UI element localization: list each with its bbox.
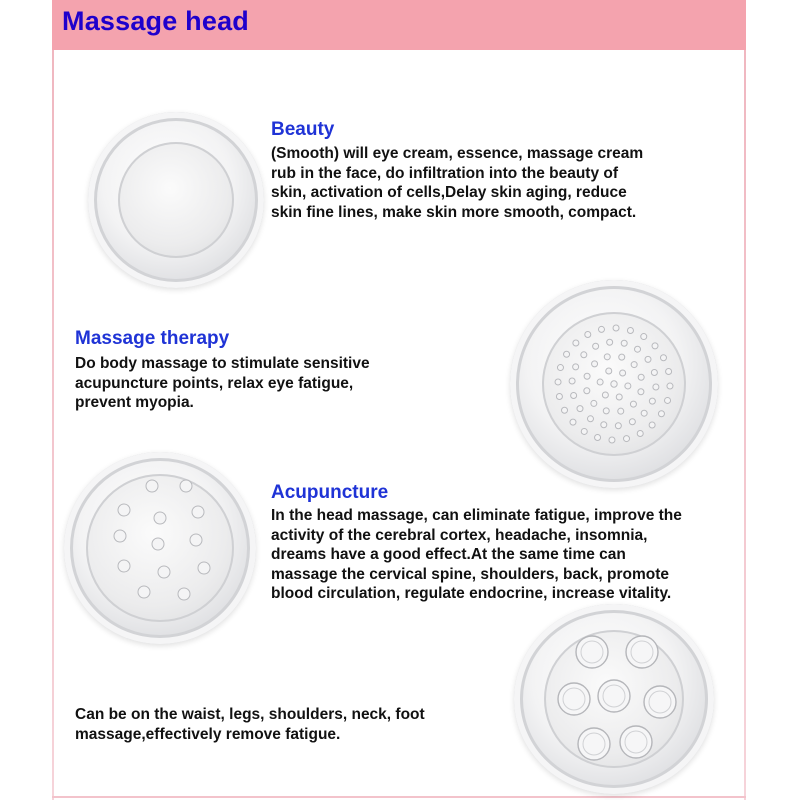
acupoint-dot [652, 343, 658, 349]
acupoint-dot [138, 586, 150, 598]
acupoint-dot [606, 368, 612, 374]
acupoint-dot [638, 389, 644, 395]
acupoint-dot [601, 422, 607, 428]
text-line: acupuncture points, relax eye fatigue, [75, 374, 354, 392]
text-line: massage the cervical spine, shoulders, back, promote [271, 565, 669, 583]
acupoint-dot [587, 416, 593, 422]
section-text-general [75, 705, 425, 744]
text-line: Can be on the waist, legs, shoulders, neck, foot [75, 706, 425, 723]
acupoint-dot [570, 419, 576, 425]
smooth-massage-head-image [88, 112, 264, 288]
acupoint-dot [627, 327, 633, 333]
acupoint-dot [577, 406, 583, 412]
frame-bottom-border [52, 796, 746, 798]
acupoint-dot [573, 364, 579, 370]
text-line: skin fine lines, make skin more smooth, compact. [271, 203, 637, 221]
acupoint-dot [154, 512, 166, 524]
page-title: Massage head [62, 6, 249, 36]
dotted-massage-head-image [510, 280, 718, 488]
acupoint-dot [603, 408, 609, 414]
acupoint-dot [658, 411, 664, 417]
acupoint-dot [192, 506, 204, 518]
text-line: activity of the cerebral cortex, headache, insomnia, [271, 526, 648, 544]
acupoint-dot [118, 504, 130, 516]
section-text-beauty [271, 144, 643, 222]
acupoint-dot [146, 480, 158, 492]
acupoint-dot [651, 369, 657, 375]
acupoint-dot [618, 408, 624, 414]
acupoint-dot [631, 362, 637, 368]
acupoint-dot [556, 394, 562, 400]
acupoint-dot [665, 397, 671, 403]
acupoint-dot [609, 437, 615, 443]
acupoint-dot [584, 373, 590, 379]
acupoint-dot [581, 352, 587, 358]
acupoint-dot [653, 384, 659, 390]
section-heading-acupuncture: Acupuncture [271, 482, 389, 503]
acupoint-dot [597, 379, 603, 385]
frame-left-border [52, 50, 54, 800]
acupoint-dot [649, 422, 655, 428]
smooth-head-surface [118, 142, 234, 258]
acupoint-dots-medium [64, 452, 256, 644]
massage-rings [514, 604, 714, 794]
acupoint-dot [591, 400, 597, 406]
acupoint-dot [562, 407, 568, 413]
text-line: dreams have a good effect.At the same time can [271, 546, 626, 563]
acupoint-dot [625, 383, 631, 389]
acupoint-dot [660, 355, 666, 361]
acupoint-dot [621, 340, 627, 346]
acupoint-dot [180, 480, 192, 492]
acupoint-dot [637, 430, 643, 436]
acupoint-dot [598, 326, 604, 332]
acupoint-dot [198, 562, 210, 574]
section-text-acupuncture [271, 506, 682, 604]
text-line: massage,effectively remove fatigue. [75, 725, 341, 743]
acupoint-dot [616, 394, 622, 400]
acupoint-dot [595, 435, 601, 441]
header-banner [52, 0, 746, 50]
acupoint-dot [638, 374, 644, 380]
acupoint-dot [611, 381, 617, 387]
acupoint-dot [114, 530, 126, 542]
text-line: (Smooth) will eye cream, essence, massage cream [271, 145, 644, 162]
acupoint-dot [645, 356, 651, 362]
text-line: Do body massage to stimulate sensitive [75, 355, 370, 372]
acupoint-dot [620, 370, 626, 376]
acupoint-dot [118, 560, 130, 572]
acupoint-dot [573, 340, 579, 346]
acupoint-dot [624, 436, 630, 442]
ring-massage-head-image [514, 604, 714, 794]
acupoint-dot [178, 588, 190, 600]
acupoint-dot [158, 566, 170, 578]
acupoint-dot [564, 351, 570, 357]
text-line: skin, activation of cells,Delay skin aging, reduce [271, 184, 627, 201]
acupoint-dot [585, 332, 591, 338]
text-line: prevent myopia. [75, 394, 194, 411]
acupoint-dot [584, 388, 590, 394]
acupoint-dot [555, 379, 561, 385]
acupoint-dot [629, 419, 635, 425]
acupoint-dot [635, 346, 641, 352]
acupoint-dot [619, 354, 625, 360]
acupoint-dot [557, 365, 563, 371]
acupoint-dots-small [510, 280, 718, 488]
section-text-massage-therapy [75, 354, 370, 413]
acupoint-dot [190, 534, 202, 546]
text-line: blood circulation, regulate endocrine, increase vitality. [271, 585, 672, 602]
acupoint-dot [667, 383, 673, 389]
acupoint-dot [641, 334, 647, 340]
acupoint-dot [569, 378, 575, 384]
acupoint-dot [613, 325, 619, 331]
acupoint-dot [604, 354, 610, 360]
acupoint-dot [593, 343, 599, 349]
section-heading-massage-therapy: Massage therapy [75, 328, 230, 349]
acupoint-dot [592, 361, 598, 367]
acupoint-massage-head-image [64, 452, 256, 644]
text-line: In the head massage, can eliminate fatigue, improve the [271, 507, 682, 524]
acupoint-dot [641, 410, 647, 416]
acupoint-dot [571, 393, 577, 399]
acupoint-dot [615, 423, 621, 429]
acupoint-dot [607, 339, 613, 345]
acupoint-dot [152, 538, 164, 550]
acupoint-dot [602, 392, 608, 398]
acupoint-dot [581, 428, 587, 434]
acupoint-dot [630, 401, 636, 407]
acupoint-dot [666, 368, 672, 374]
frame-right-border [744, 50, 746, 800]
acupoint-dot [649, 398, 655, 404]
section-heading-beauty: Beauty [271, 119, 335, 140]
text-line: rub in the face, do infiltration into the beauty of [271, 164, 619, 182]
